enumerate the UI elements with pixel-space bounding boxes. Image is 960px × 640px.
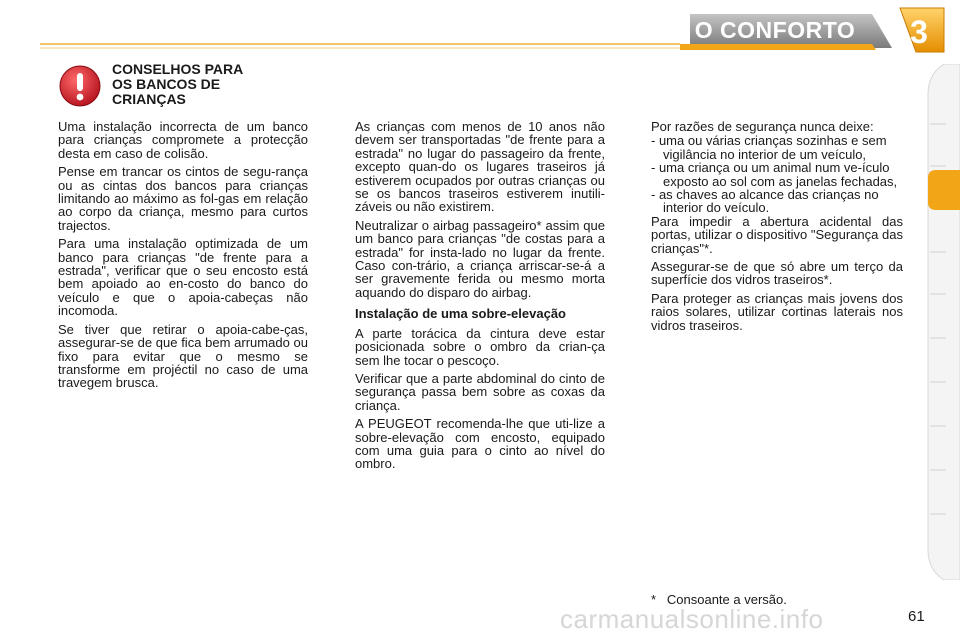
chapter-number: 3 xyxy=(910,14,928,50)
active-chapter-tab xyxy=(928,170,960,210)
paragraph: Para uma instalação optimizada de um banco para crianças "de frente para a estrada", verificar que o seu encosto está bem apoiado ao en-costo do banco do veículo e que o apoia-cabeças não incomoda. xyxy=(58,236,308,319)
paragraph: Verificar que a parte abdominal do cinto de segurança passa bem sobre as coxas da criança. xyxy=(355,370,605,413)
paragraph: A PEUGEOT recomenda-lhe que uti-lize a sobre-elevação com encosto, equipado com uma guia para o cinto ao nível do ombro. xyxy=(355,416,605,472)
text-column-left xyxy=(58,120,308,395)
list-item: - uma criança ou um animal num ve-ículo exposto ao sol com as janelas fechadas, xyxy=(651,160,898,189)
list-item: - as chaves ao alcance das crianças no interior do veículo. xyxy=(651,187,879,216)
paragraph: Para proteger as crianças mais jovens dos raios solares, utilizar cortinas laterais nos vidros traseiros. xyxy=(651,290,903,333)
paragraph: A parte torácica da cintura deve estar posicionada sobre o ombro da crian-ça sem lhe tocar o pescoço. xyxy=(355,325,605,368)
page-number: 61 xyxy=(908,608,925,625)
text-column-right xyxy=(651,120,903,337)
chapter-header xyxy=(0,0,960,60)
paragraph: Neutralizar o airbag passageiro* assim que um banco para crianças "de costas para a estrada" for insta-lado no lugar da frente. Caso con-trário, a criança arriscar-se-á a ser gravemente ferida ou mesmo morta aquando do disparo do airbag. xyxy=(355,217,605,300)
chapter-tabs xyxy=(922,64,960,580)
text-column-middle xyxy=(355,120,605,476)
paragraph: Pense em trancar os cintos de segu-rança ou as cintas dos bancos para crianças limitando ao máximo as fol-gas em relação ao corpo da criança, mesmo para curtos trajectos. xyxy=(58,164,308,233)
paragraph: Para impedir a abertura acidental das portas, utilizar o dispositivo "Segurança das crianças"*. xyxy=(651,213,903,256)
paragraph: Uma instalação incorrecta de um banco para crianças compromete a protecção desta em caso de colisão. xyxy=(58,119,308,161)
section-title-line: OS BANCOS DE xyxy=(112,76,221,92)
section-title-line: CRIANÇAS xyxy=(112,91,186,107)
chapter-title: O CONFORTO xyxy=(694,17,856,43)
exclamation-warning-icon xyxy=(58,64,102,108)
paragraph: As crianças com menos de 10 anos não devem ser transportadas "de frente para a estrada" no lugar do passageiro da frente, excepto quan-do os lugares traseiros já estiverem ocupados por outras crianças ou se os bancos traseiros estiverem inutili-záveis ou não existirem. xyxy=(355,119,605,215)
chapter-tabs-graphic xyxy=(922,64,960,580)
watermark-text: carmanualsonline.info xyxy=(560,604,824,634)
footnote: * Consoante a versão. xyxy=(651,592,787,607)
paragraph: Se tiver que retirar o apoia-cabe-ças, assegurar-se de que fica bem arrumado ou fixo para evitar que o mesmo se transforme em projéctil no caso de uma travegem brusca. xyxy=(58,321,308,391)
list-item: - uma ou várias crianças sozinhas e sem vigilância no interior de um veículo, xyxy=(651,133,887,162)
paragraph: Assegurar-se de que só abre um terço da superfície dos vidros traseiros*. xyxy=(651,259,903,288)
subheading: Instalação de uma sobre-elevação xyxy=(355,306,566,322)
section-title-line: CONSELHOS PARA xyxy=(112,61,244,77)
paragraph: Por razões de segurança nunca deixe: xyxy=(651,119,874,134)
section-title xyxy=(112,62,302,107)
